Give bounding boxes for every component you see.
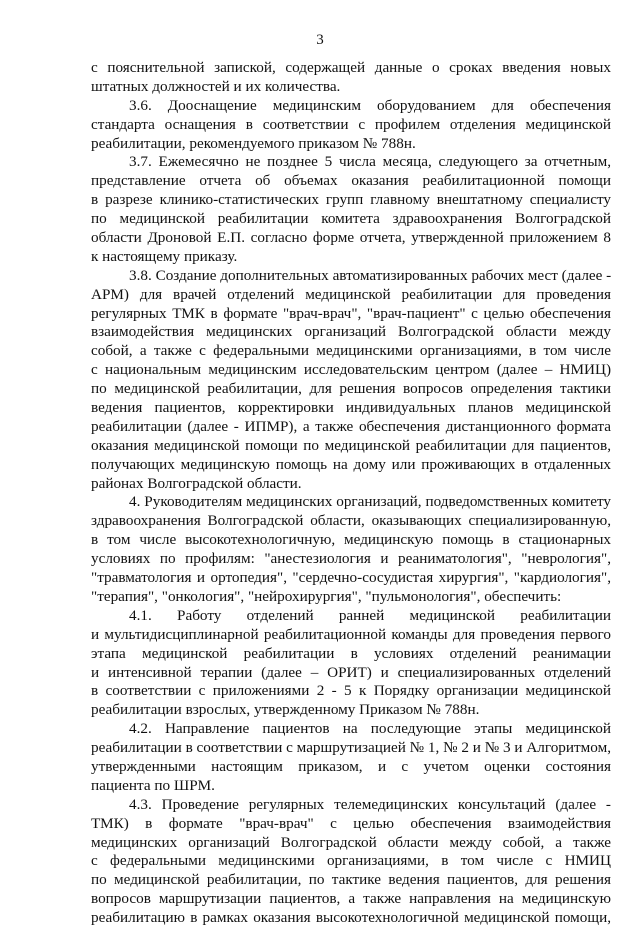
text-line: области Дроновой Е.П. согласно форме отчета, утвержденной приложением 8 [91, 229, 611, 247]
text-line: условиях по профилям: "анестезиология и реаниматология", "неврология", [91, 550, 611, 568]
text-line: 3.6. Дооснащение медицинским оборудованием для обеспечения [129, 96, 611, 114]
text-line: взаимодействия медицинских организаций Волгоградской области между [91, 323, 611, 341]
text-line: 3.8. Создание дополнительных автоматизированных рабочих мест (далее - [129, 266, 612, 284]
page-number: 3 [316, 32, 324, 48]
text-line: и интенсивной терапии (далее – ОРИТ) и специализированных отделений [91, 663, 611, 681]
text-line: по медицинской реабилитации комитета здравоохранения Волгоградской [91, 210, 611, 228]
text-line: АРМ) для врачей отделений медицинской реабилитации для проведения [91, 285, 611, 303]
text-line: по медицинской реабилитации, по тактике ведения пациентов, для решения [91, 871, 611, 889]
text-line: регулярных ТМК в формате "врач-врач", "врач-пациент" с целью обеспечения [91, 304, 611, 322]
text-line: "терапия", "онкология", "нейрохирургия", "пульмонология", обеспечить: [91, 587, 562, 605]
text-line: оказания медицинской помощи по медицинской реабилитации для пациентов, [91, 436, 611, 454]
text-line: ведения пациентов, корректировки индивидуальных планов медицинской [91, 399, 611, 417]
text-line: реабилитации, рекомендуемого приказом № 788н. [91, 134, 416, 152]
text-line: ТМК) в формате "врач-врач" с целью обеспечения взаимодействия [91, 814, 611, 832]
text-line: здравоохранения Волгоградской области, оказывающих специализированную, [91, 512, 611, 530]
text-line: в разрезе клинико-статистических групп главному внештатному специалисту [91, 191, 611, 209]
text-line: стандарта оснащения в соответствии с профилем отделения медицинской [91, 115, 611, 133]
document-body [91, 59, 611, 928]
text-line: получающих медицинскую помощь на дому или проживающих в отдаленных [91, 455, 611, 473]
text-line: пациента по ШРМ. [91, 776, 215, 794]
text-line: с пояснительной запиской, содержащей данные о сроках введения новых [91, 59, 611, 76]
text-line: и мультидисциплинарной реабилитационной команды для проведения первого [91, 625, 611, 643]
text-line: по медицинской реабилитации, для решения вопросов определения тактики [91, 380, 611, 398]
text-line: реабилитацию в рамках оказания высокотехнологичной медицинской помощи, [91, 909, 611, 927]
text-line: районах Волгоградской области. [91, 474, 302, 492]
text-line: представление отчета об объемах оказания реабилитационной помощи [91, 172, 611, 190]
text-line: реабилитации взрослых, утвержденному Приказом № 788н. [91, 701, 480, 719]
text-line: 3.7. Ежемесячно не позднее 5 числа месяца, следующего за отчетным, [129, 153, 611, 171]
text-line: собой, а также с федеральными медицинскими организациями, в том числе [91, 342, 611, 360]
text-line: с федеральными медицинскими организациями, в том числе с НМИЦ [91, 852, 611, 870]
text-line: к настоящему приказу. [91, 247, 238, 265]
text-line: реабилитации (далее - ИПМР), а также обеспечения дистанционного формата [91, 417, 611, 435]
text-line: 4. Руководителям медицинских организаций, подведомственных комитету [129, 493, 611, 511]
text-line: этапа медицинской реабилитации в условиях отделений реанимации [91, 644, 611, 662]
text-line: "травматология и ортопедия", "сердечно-сосудистая хирургия", "кардиология", [91, 569, 611, 587]
text-line: 4.3. Проведение регулярных телемедицинских консультаций (далее - [129, 795, 611, 813]
text-line: медицинских организаций Волгоградской области между собой, а также [91, 833, 611, 851]
text-line: реабилитации в соответствии с маршрутизацией № 1, № 2 и № 3 и Алгоритмом, [91, 739, 611, 757]
text-line: вопросов маршрутизации пациентов, а также направления на медицинскую [91, 890, 611, 908]
text-line: в том числе высокотехнологичную, медицинскую помощь в стационарных [91, 531, 611, 549]
text-line: 4.1. Работу отделений ранней медицинской реабилитации [129, 606, 611, 624]
text-line: 4.2. Направление пациентов на последующие этапы медицинской [129, 720, 611, 738]
text-line: с национальным медицинским исследовательским центром (далее – НМИЦ) [91, 361, 611, 379]
text-line: в соответствии с приложениями 2 - 5 к Порядку организации медицинской [91, 682, 611, 700]
text-line: утвержденными настоящим приказом, и с учетом оценки состояния [91, 757, 611, 775]
text-line: штатных должностей и их количества. [91, 77, 341, 95]
